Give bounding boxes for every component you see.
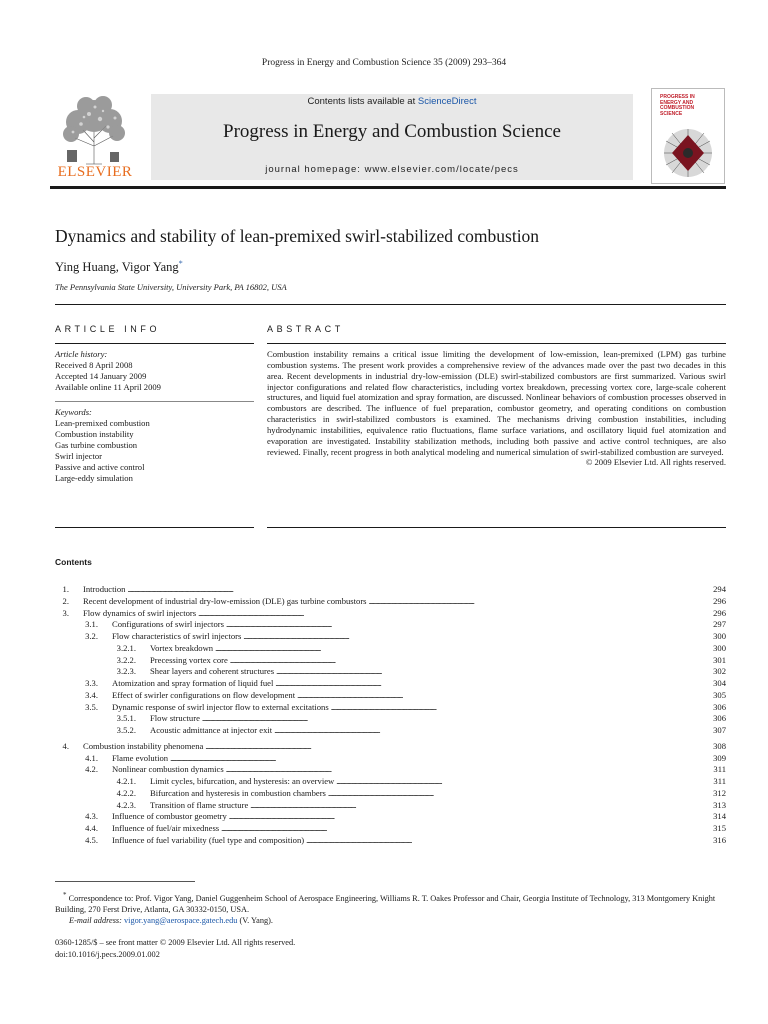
toc-entry-number: 4. bbox=[62, 740, 69, 751]
journal-citation: Progress in Energy and Combustion Science 35 (2009) 293–364 bbox=[261, 58, 507, 68]
journal-masthead bbox=[50, 88, 726, 184]
toc-leader-dots bbox=[331, 702, 710, 714]
toc-leader-dots bbox=[276, 666, 710, 678]
toc-leader-dots bbox=[230, 655, 710, 667]
toc-entry-title[interactable]: Influence of fuel/air mixedness bbox=[112, 823, 220, 833]
toc-entry-page[interactable]: 294 bbox=[713, 584, 726, 594]
toc-entry-title[interactable]: Atomization and spray formation of liquid fuel bbox=[112, 678, 274, 688]
toc-entry-page[interactable]: 314 bbox=[713, 811, 726, 822]
toc-entry-number: 3.4. bbox=[85, 689, 98, 700]
toc-entry-number: 4.2.3. bbox=[116, 799, 136, 810]
toc-entry-page[interactable]: 306 bbox=[713, 701, 726, 712]
contents-availability bbox=[151, 96, 633, 107]
toc-entry-page[interactable]: 309 bbox=[713, 752, 726, 763]
toc-entry-title[interactable]: Precessing vortex core bbox=[150, 654, 228, 665]
footnote-text-line bbox=[55, 890, 726, 915]
toc-leader-dots bbox=[243, 631, 710, 643]
toc-entry-page[interactable]: 307 bbox=[713, 725, 726, 735]
contents-prefix: Contents lists available at bbox=[307, 96, 418, 107]
toc-entry[interactable] bbox=[55, 811, 726, 823]
toc-entry[interactable] bbox=[55, 643, 726, 655]
abstract-copyright: © 2009 Elsevier Ltd. All rights reserved. bbox=[585, 457, 726, 468]
abstract-text: Combustion instability remains a critical issue limiting the development of low-emission, lean-premixed (LPM) gas turbine combustion systems. The present work provides a comprehensive review of the advances made over the past two decades in this area. Recent developments in industrial dry-low-emission (DLE) swirl-stabilized combustors are first summarized. Various swirl injector configurations and related flow characteristics, including vortex breakdown, precessing vortex core, large-scale coherent structures, and liquid fuel atomization and spray formation, are discussed. Nonlinear behaviors of combustion processes observed in combustors are described. The influence of fuel preparation, combustor geometry, and operating conditions on combustion characteristics in swirl-stabilized combustors is examined. The mechanisms driving combustion instabilities, including hydrodynamic instabilities, equivalence ratio fluctuations, flame surface variations, and oscillatory liquid fuel atomization and evaporation are investigated. Instability stabilization methods, including both passive and active control techniques, are also reviewed. Finally, recent progress in both analytical modeling and numerical simulation of swirl-stabilized combustion are surveyed. bbox=[267, 349, 726, 457]
history-online: Available online 11 April 2009 bbox=[55, 382, 161, 392]
toc-entry-page[interactable]: 311 bbox=[713, 764, 726, 775]
toc-leader-dots bbox=[369, 596, 711, 608]
toc-entry-page[interactable]: 296 bbox=[713, 595, 726, 606]
toc-entry-number: 4.2.2. bbox=[116, 787, 136, 798]
toc-entry-number: 3.2.2. bbox=[116, 654, 136, 665]
header-divider bbox=[55, 304, 726, 305]
cover-title: PROGRESS IN ENERGY AND COMBUSTION SCIENCE bbox=[660, 94, 695, 117]
toc-entry[interactable] bbox=[55, 753, 726, 765]
toc-leader-dots bbox=[250, 800, 710, 812]
toc-leader-dots bbox=[170, 753, 710, 765]
toc-leader-dots bbox=[127, 584, 710, 596]
toc-entry-title[interactable]: Combustion instability phenomena bbox=[83, 740, 204, 751]
front-matter bbox=[55, 937, 295, 960]
toc-entry[interactable] bbox=[55, 800, 726, 812]
masthead-panel bbox=[151, 94, 633, 180]
article-authors bbox=[55, 259, 183, 275]
toc-leader-dots bbox=[275, 678, 710, 690]
toc-entry-number: 4.3. bbox=[85, 811, 98, 822]
toc-entry[interactable] bbox=[55, 631, 726, 643]
cover-graphic-icon bbox=[658, 127, 718, 179]
toc-entry[interactable] bbox=[55, 690, 726, 702]
toc-entry-title[interactable]: Nonlinear combustion dynamics bbox=[112, 764, 224, 775]
toc-leader-dots bbox=[306, 835, 710, 847]
toc-entry-number: 4.5. bbox=[85, 834, 98, 845]
toc-leader-dots bbox=[274, 725, 710, 737]
authors-names: Ying Huang, Vigor Yang bbox=[55, 260, 179, 275]
toc-entry-page[interactable]: 304 bbox=[713, 678, 726, 688]
article-info-rule-mid bbox=[55, 401, 254, 402]
toc-entry[interactable] bbox=[55, 596, 726, 608]
toc-entry[interactable] bbox=[55, 823, 726, 835]
article-affiliation: The Pennsylvania State University, University Park, PA 16802, USA bbox=[55, 282, 287, 292]
toc-leader-dots bbox=[229, 811, 710, 823]
history-accepted: Accepted 14 January 2009 bbox=[55, 371, 147, 381]
toc-entry[interactable] bbox=[55, 655, 726, 667]
toc-entry-page[interactable]: 301 bbox=[713, 654, 726, 665]
correspondence-footnote bbox=[55, 890, 726, 926]
toc-leader-dots bbox=[221, 823, 710, 835]
keyword-item: Combustion instability bbox=[55, 429, 134, 439]
issn-line: 0360-1285/$ – see front matter © 2009 Elsevier Ltd. All rights reserved. bbox=[55, 938, 296, 947]
toc-entry[interactable] bbox=[55, 788, 726, 800]
toc-entry-title[interactable]: Introduction bbox=[83, 584, 126, 594]
keyword-item: Passive and active control bbox=[55, 462, 145, 472]
journal-homepage[interactable]: journal homepage: www.elsevier.com/locate/pecs bbox=[265, 164, 519, 175]
toc-entry-page[interactable]: 312 bbox=[713, 787, 726, 798]
masthead-rule bbox=[50, 186, 726, 189]
toc-entry[interactable] bbox=[55, 713, 726, 725]
toc-entry-number: 1. bbox=[62, 584, 69, 594]
footnote-text: Correspondence to: Prof. Vigor Yang, Daniel Guggenheim School of Aerospace Engineering, Williams R. T. Oakes Professor and Chair, Georgia Institute of Technology, 313 Montgomery Knight Building, 270 Ferst Drive, Atlanta, GA 30332-0150, USA. bbox=[55, 893, 716, 914]
toc-entry-title[interactable]: Influence of combustor geometry bbox=[112, 811, 227, 822]
toc-entry-page[interactable]: 308 bbox=[713, 740, 726, 751]
keywords-label: Keywords: bbox=[55, 407, 92, 417]
toc-leader-dots bbox=[198, 608, 710, 620]
toc-entry-number: 4.4. bbox=[85, 823, 98, 833]
toc-entry-title[interactable]: Flow dynamics of swirl injectors bbox=[83, 607, 197, 618]
toc-entry-number: 2. bbox=[62, 595, 69, 606]
corresponding-author-mark[interactable]: * bbox=[178, 259, 183, 268]
toc-entry[interactable] bbox=[55, 666, 726, 678]
toc-entry-title[interactable]: Limit cycles, bifurcation, and hysteresis: an overview bbox=[150, 776, 335, 786]
toc-entry[interactable] bbox=[55, 835, 726, 847]
toc-leader-dots bbox=[202, 713, 710, 725]
toc-entry[interactable] bbox=[55, 725, 726, 737]
toc-entry-number: 3.1. bbox=[85, 619, 98, 630]
toc-entry-number: 4.2.1. bbox=[116, 776, 136, 786]
keyword-item: Swirl injector bbox=[55, 451, 103, 461]
footnote-email-line bbox=[55, 915, 726, 926]
toc-entry-title[interactable]: Flame evolution bbox=[112, 752, 169, 763]
toc-entry-number: 4.1. bbox=[85, 752, 98, 763]
toc-entry-page[interactable]: 302 bbox=[713, 666, 726, 677]
email-label: E-mail address: bbox=[69, 915, 122, 925]
toc-leader-dots bbox=[226, 619, 710, 631]
toc-leader-dots bbox=[215, 643, 710, 655]
toc-entry-number: 3.5.2. bbox=[116, 725, 136, 735]
doi-line[interactable]: doi:10.1016/j.pecs.2009.01.002 bbox=[55, 949, 160, 959]
sciencedirect-link[interactable]: ScienceDirect bbox=[417, 96, 477, 107]
toc-entry-title[interactable]: Configurations of swirl injectors bbox=[112, 619, 224, 630]
article-history bbox=[55, 349, 161, 393]
toc-entry-title[interactable]: Acoustic admittance at injector exit bbox=[150, 725, 273, 735]
keywords-block bbox=[55, 407, 150, 484]
publisher-name: ELSEVIER bbox=[57, 164, 133, 180]
toc-entry-number: 3.2.3. bbox=[116, 666, 136, 677]
toc-entry-title[interactable]: Influence of fuel variability (fuel type and composition) bbox=[112, 834, 305, 845]
toc-entry-number: 3. bbox=[62, 607, 69, 618]
toc-entry-title[interactable]: Flow structure bbox=[150, 713, 200, 724]
history-received: Received 8 April 2008 bbox=[55, 360, 133, 370]
toc-entry-number: 3.5. bbox=[85, 701, 98, 712]
toc-entry-page[interactable]: 311 bbox=[713, 776, 726, 786]
footnote-mark: * bbox=[63, 891, 67, 899]
toc-entry-number: 4.2. bbox=[85, 764, 98, 775]
article-info-heading: ARTICLE INFO bbox=[55, 324, 161, 334]
keyword-item: Large-eddy simulation bbox=[55, 473, 133, 483]
footnote-rule bbox=[55, 881, 195, 882]
toc-entry-title[interactable]: Dynamic response of swirl injector flow to external excitations bbox=[112, 701, 329, 712]
toc-entry-number: 3.2.1. bbox=[116, 642, 136, 653]
toc-entry-title[interactable]: Transition of flame structure bbox=[150, 799, 249, 810]
journal-cover-thumbnail bbox=[651, 88, 725, 184]
abstract-rule-bottom bbox=[267, 527, 726, 528]
toc-entry-number: 3.5.1. bbox=[116, 713, 136, 724]
keyword-item: Gas turbine combustion bbox=[55, 440, 138, 450]
email-suffix: (V. Yang). bbox=[237, 915, 273, 925]
toc-entry-title[interactable]: Vortex breakdown bbox=[150, 642, 214, 653]
history-label: Article history: bbox=[55, 349, 108, 359]
toc-entry[interactable] bbox=[55, 678, 726, 690]
toc-entry-page[interactable]: 313 bbox=[713, 799, 726, 810]
journal-title: Progress in Energy and Combustion Science bbox=[223, 121, 561, 142]
contents-heading: Contents bbox=[55, 557, 92, 567]
toc-entry[interactable] bbox=[55, 702, 726, 714]
toc-entry-page[interactable]: 300 bbox=[713, 642, 726, 653]
toc-leader-dots bbox=[328, 788, 710, 800]
toc-entry[interactable] bbox=[55, 584, 726, 596]
keyword-item: Lean-premixed combustion bbox=[55, 418, 150, 428]
toc-entry-page[interactable]: 316 bbox=[713, 834, 726, 845]
abstract-body bbox=[267, 349, 726, 468]
toc-leader-dots bbox=[297, 690, 710, 702]
table-of-contents bbox=[55, 584, 726, 847]
toc-entry[interactable] bbox=[55, 764, 726, 776]
article-title: Dynamics and stability of lean-premixed swirl-stabilized combustion bbox=[55, 226, 540, 246]
email-link[interactable]: vigor.yang@aerospace.gatech.edu bbox=[124, 915, 238, 925]
toc-entry[interactable] bbox=[55, 741, 726, 753]
toc-entry-number: 3.3. bbox=[85, 678, 98, 688]
toc-entry-page[interactable]: 306 bbox=[713, 713, 726, 724]
toc-entry-page[interactable]: 297 bbox=[713, 619, 726, 630]
article-info-rule-top bbox=[55, 343, 254, 344]
toc-entry[interactable] bbox=[55, 608, 726, 620]
abstract-rule-top bbox=[267, 343, 726, 344]
toc-entry-page[interactable]: 300 bbox=[713, 631, 726, 641]
toc-entry[interactable] bbox=[55, 776, 726, 788]
toc-entry-page[interactable]: 296 bbox=[713, 607, 726, 618]
toc-entry[interactable] bbox=[55, 619, 726, 631]
toc-leader-dots bbox=[226, 764, 711, 776]
toc-entry-number: 3.2. bbox=[85, 631, 98, 641]
toc-leader-dots bbox=[336, 776, 710, 788]
toc-leader-dots bbox=[205, 741, 710, 753]
toc-entry-page[interactable]: 315 bbox=[713, 823, 726, 833]
toc-entry-title[interactable]: Flow characteristics of swirl injectors bbox=[112, 631, 242, 641]
toc-entry-title[interactable]: Recent development of industrial dry-low-emission (DLE) gas turbine combustors bbox=[83, 595, 367, 606]
toc-entry-title[interactable]: Shear layers and coherent structures bbox=[150, 666, 275, 677]
toc-entry-title[interactable]: Effect of swirler configurations on flow development bbox=[112, 689, 296, 700]
article-info-rule-bottom bbox=[55, 527, 254, 528]
toc-entry-page[interactable]: 305 bbox=[713, 689, 726, 700]
toc-entry-title[interactable]: Bifurcation and hysteresis in combustion chambers bbox=[150, 787, 326, 798]
abstract-heading: ABSTRACT bbox=[267, 324, 344, 334]
